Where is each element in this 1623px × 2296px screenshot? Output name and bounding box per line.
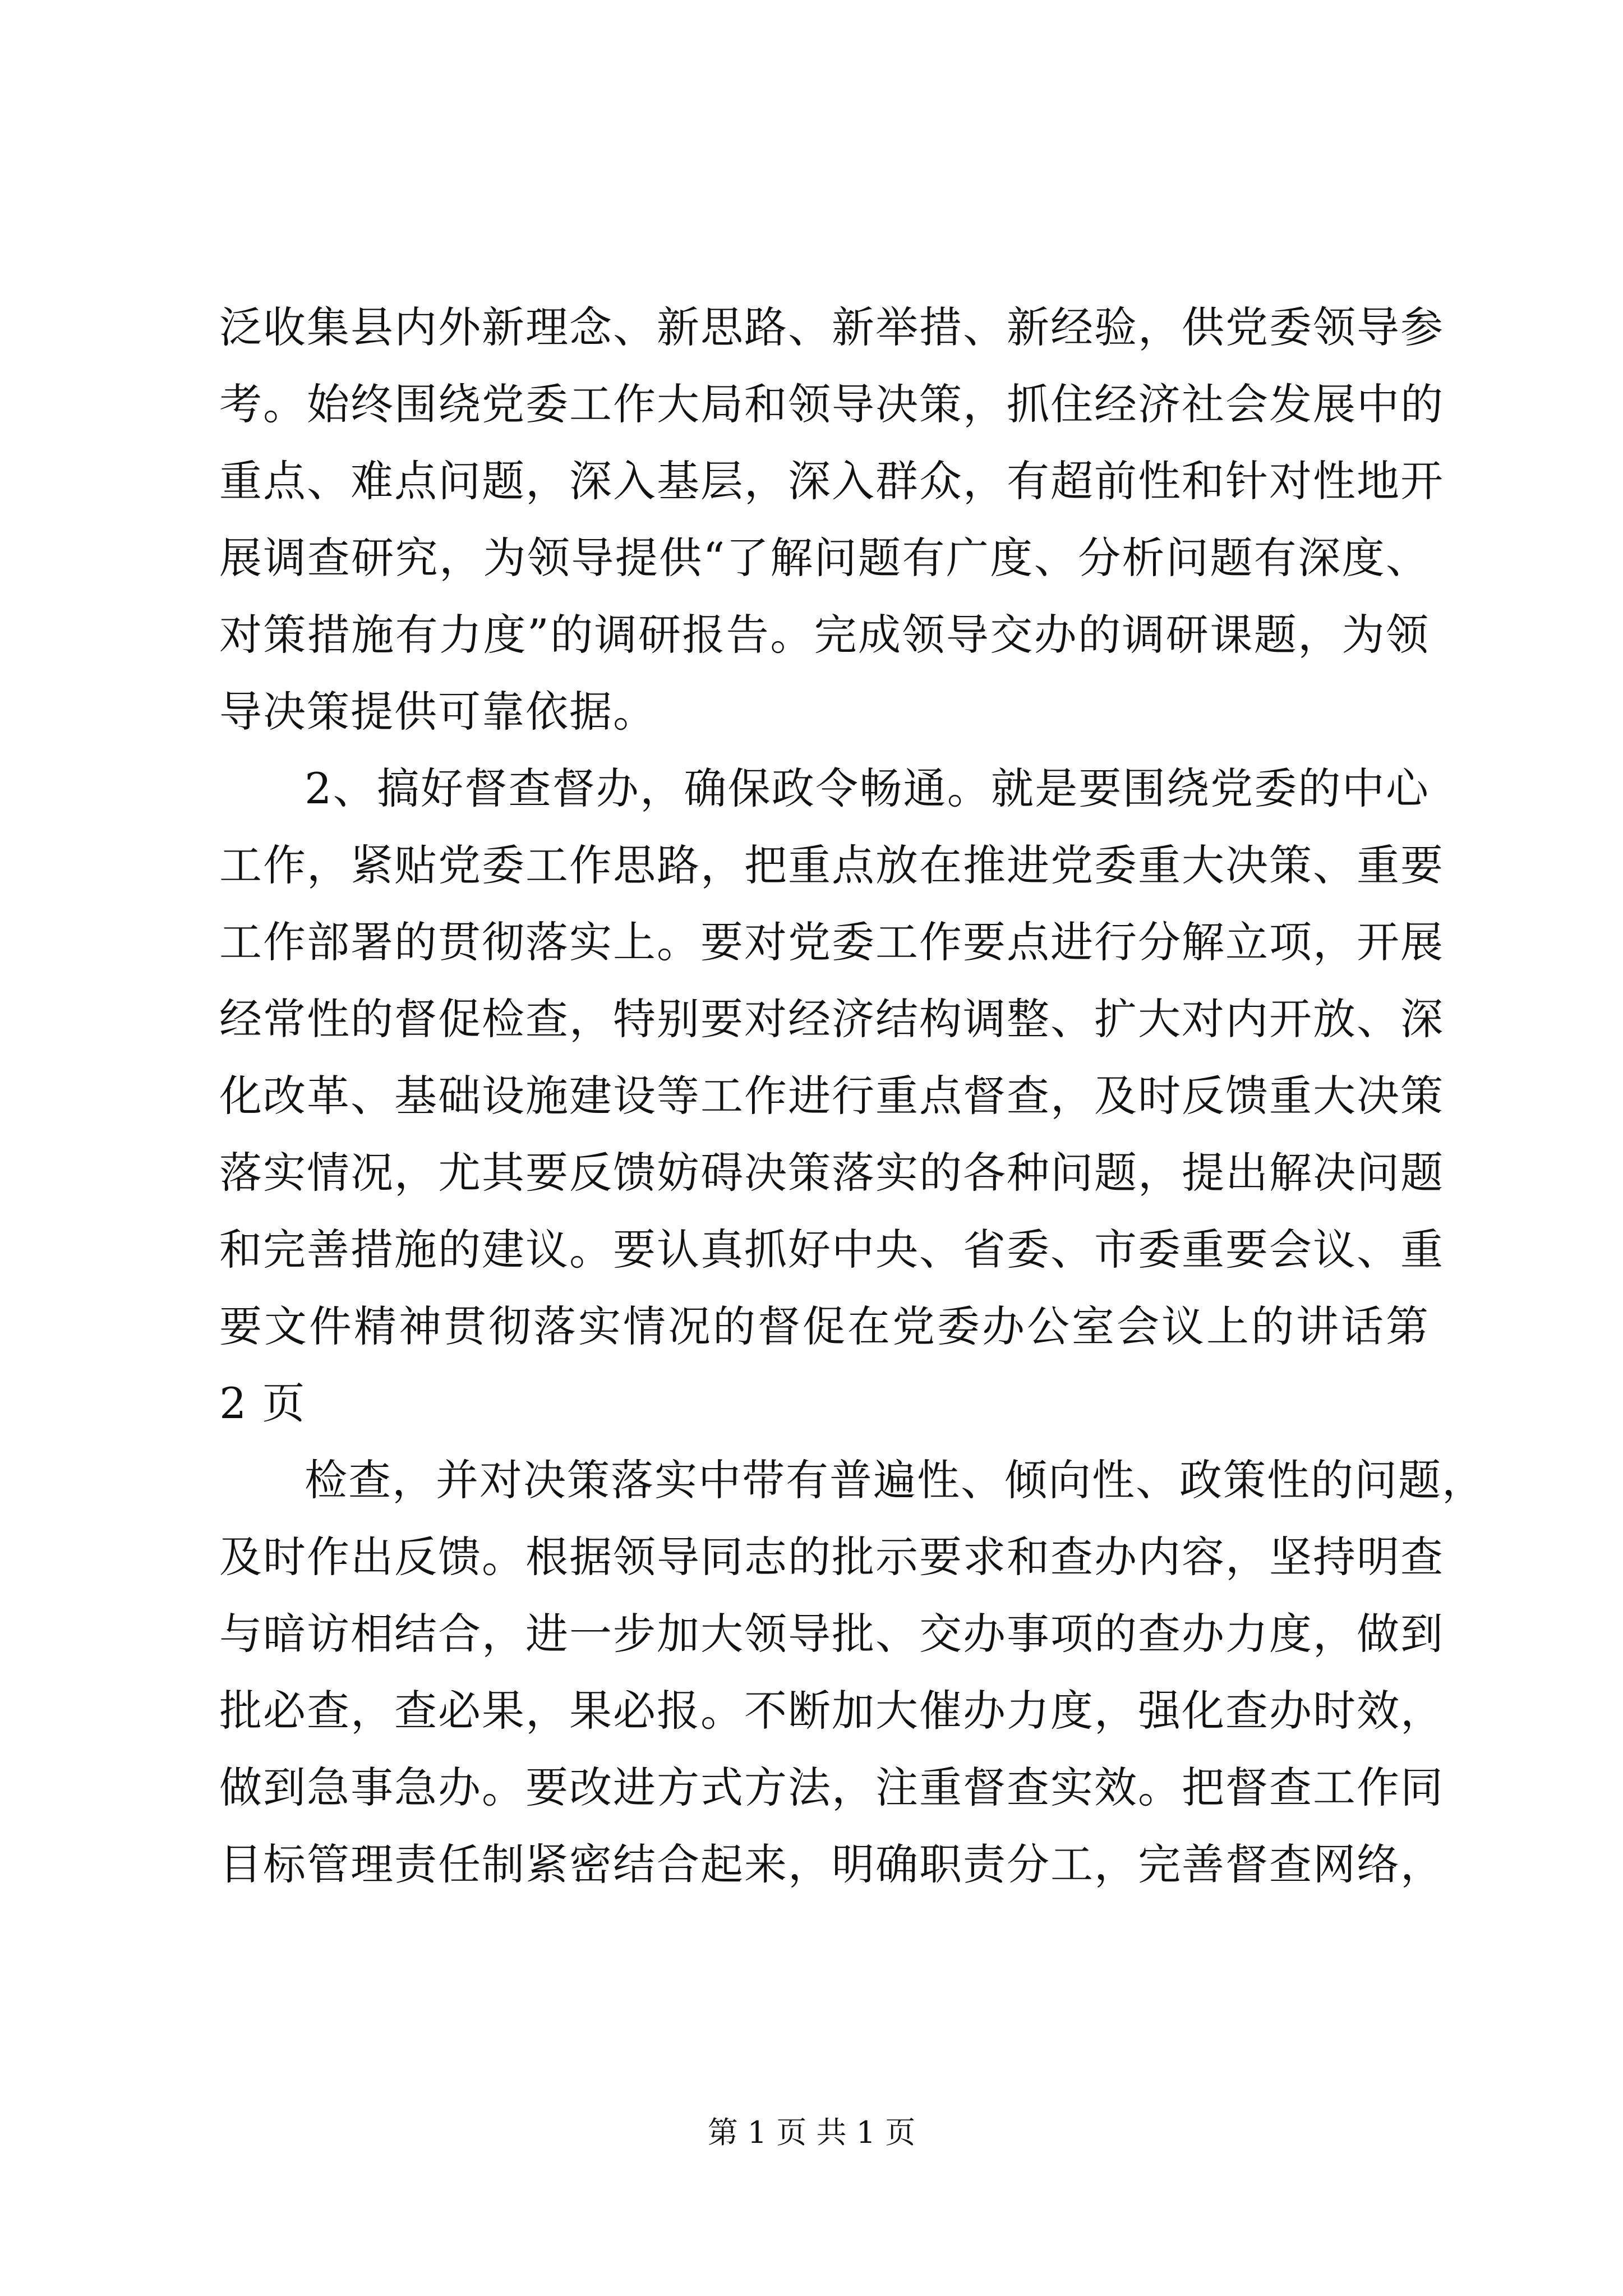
text-line: 泛收集县内外新理念、新思路、新举措、新经验，供党委领导参	[219, 302, 1444, 352]
text-line: 工作，紧贴党委工作思路，把重点放在推进党委重大决策、重要	[219, 840, 1444, 890]
text-line: 和完善措施的建议。要认真抓好中央、省委、市委重要会议、重	[219, 1225, 1444, 1274]
text-line: 检查，并对决策落实中带有普遍性、倾向性、政策性的问题，	[305, 1455, 1486, 1505]
text-line: 工作部署的贯彻落实上。要对党委工作要点进行分解立项，开展	[219, 917, 1444, 967]
text-line: 展调查研究，为领导提供“了解问题有广度、分析问题有深度、	[219, 533, 1430, 583]
document-body	[219, 289, 1486, 1903]
text-line: 对策措施有力度”的调研报告。完成领导交办的调研课题，为领	[219, 610, 1430, 660]
text-line: 重点、难点问题，深入基层，深入群众，有超前性和针对性地开	[219, 456, 1444, 506]
text-line: 批必查，查必果，果必报。不断加大催办力度，强化查办时效，	[219, 1686, 1444, 1736]
text-line: 经常性的督促检查，特别要对经济结构调整、扩大对内开放、深	[219, 994, 1444, 1044]
paragraph-2	[219, 750, 1444, 1442]
paragraph-1	[219, 289, 1444, 750]
text-line: 要文件精神贯彻落实情况的督促在党委办公室会议上的讲话第	[219, 1301, 1430, 1351]
text-line: 及时作出反馈。根据领导同志的批示要求和查办内容，坚持明查	[219, 1532, 1444, 1582]
text-line: 与暗访相结合，进一步加大领导批、交办事项的查办力度，做到	[219, 1609, 1444, 1659]
text-line: 做到急事急办。要改进方式方法，注重督查实效。把督查工作同	[219, 1763, 1444, 1812]
text-line: 2、搞好督查督办，确保政令畅通。就是要围绕党委的中心	[305, 763, 1430, 813]
text-line: 考。始终围绕党委工作大局和领导决策，抓住经济社会发展中的	[219, 379, 1444, 429]
text-line: 化改革、基础设施建设等工作进行重点督查，及时反馈重大决策	[219, 1071, 1444, 1121]
text-line: 目标管理责任制紧密结合起来，明确职责分工，完善督查网络，	[219, 1839, 1444, 1889]
paragraph-3	[219, 1442, 1486, 1903]
text-line: 导决策提供可靠依据。	[219, 687, 657, 737]
page-footer: 第 1 页 共 1 页	[707, 2115, 916, 2150]
text-line: 落实情况，尤其要反馈妨碍决策落实的各种问题，提出解决问题	[219, 1148, 1444, 1198]
text-line: 2 页	[219, 1378, 306, 1428]
